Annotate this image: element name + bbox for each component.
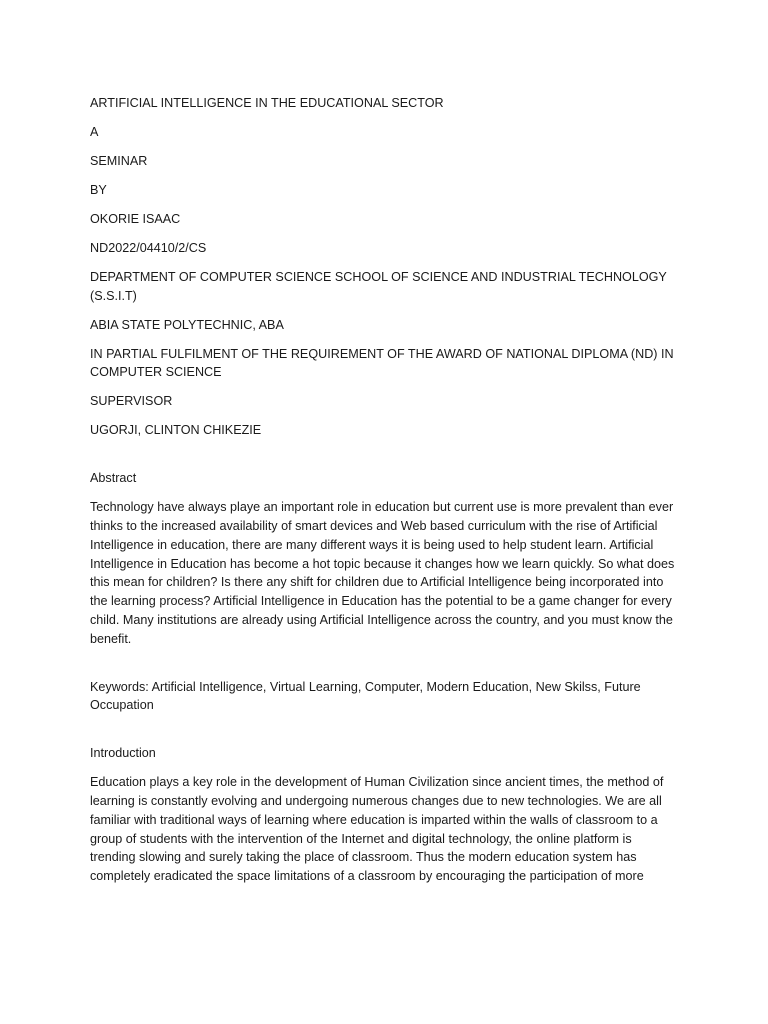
introduction-heading: Introduction bbox=[90, 746, 156, 761]
keywords-line: Keywords: Artificial Intelligence, Virtual Learning, Computer, Modern Education, New Skilss, Future Occupation bbox=[90, 679, 641, 713]
abstract-heading: Abstract bbox=[90, 471, 137, 486]
seminar-label: SEMINAR bbox=[90, 153, 148, 168]
department-name: DEPARTMENT OF COMPUTER SCIENCE SCHOOL OF SCIENCE AND INDUSTRIAL TECHNOLOGY (S.S.I.T) bbox=[90, 269, 667, 303]
institution-name: ABIA STATE POLYTECHNIC, ABA bbox=[90, 317, 284, 332]
by-label: BY bbox=[90, 182, 107, 197]
author-name: OKORIE ISAAC bbox=[90, 211, 181, 226]
fulfilment-statement: IN PARTIAL FULFILMENT OF THE REQUIREMENT OF THE AWARD OF NATIONAL DIPLOMA (ND) IN COMPUTER SCIENCE bbox=[90, 346, 674, 380]
supervisor-label: SUPERVISOR bbox=[90, 394, 173, 409]
abstract-body: Technology have always playe an important role in education but current use is more prevalent than ever thinks to the increased availability of smart devices and Web based curriculum with the rise of Artificial Intelligence in education, there are many different ways it is being used to help student learn. Artificial Intelligence in Education has become a hot topic because it changes how we learn quickly. So what does this mean for children? Is there any shift for children due to Artificial Intelligence being incorporated into the learning process? Artificial Intelligence in Education has the potential to be a game changer for every child. Many institutions are already using Artificial Intelligence across the country, and you must know the benefit. bbox=[90, 500, 675, 646]
document-title: ARTIFICIAL INTELLIGENCE IN THE EDUCATIONAL SECTOR bbox=[90, 96, 444, 110]
introduction-body: Education plays a key role in the development of Human Civilization since ancient times, the method of learning is constantly evolving and undergoing numerous changes due to new technologies. We are all familiar with traditional ways of learning where education is imparted within the walls of classroom to a group of students with the intervention of the Internet and digital technology, the online platform is trending slowing and surely taking the place of classroom. Thus the modern education system has completely eradicated the space limitations of a classroom by encouraging the participation of more bbox=[90, 775, 664, 884]
registration-number: ND2022/04410/2/CS bbox=[90, 240, 207, 255]
supervisor-name: UGORJI, CLINTON CHIKEZIE bbox=[90, 423, 262, 438]
document-content bbox=[90, 94, 680, 896]
article-a: A bbox=[90, 124, 99, 139]
